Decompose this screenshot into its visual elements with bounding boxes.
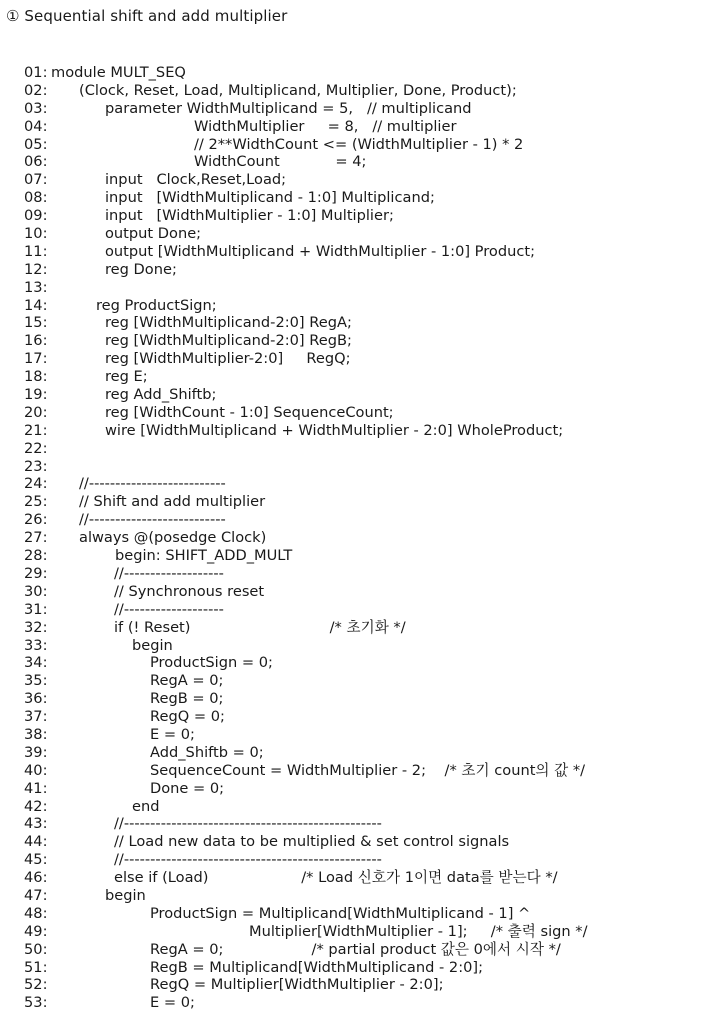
line-number: 33: xyxy=(24,636,48,654)
code-text: //-------------------------- xyxy=(79,475,226,493)
code-line xyxy=(24,153,708,171)
line-number: 26: xyxy=(24,511,48,529)
code-line xyxy=(24,869,708,887)
line-number: 11: xyxy=(24,242,48,260)
code-line xyxy=(24,82,708,100)
line-number: 31: xyxy=(24,600,48,618)
line-number: 35: xyxy=(24,672,48,690)
line-number: 23: xyxy=(24,457,48,475)
line-number: 46: xyxy=(24,869,48,887)
code-text: parameter WidthMultiplicand = 5, // multiplicand xyxy=(105,99,472,117)
line-number: 49: xyxy=(24,922,48,940)
code-text: reg [WidthMultiplier-2:0] RegQ; xyxy=(105,350,351,368)
line-number: 42: xyxy=(24,797,48,815)
code-line xyxy=(24,941,708,959)
code-line xyxy=(24,422,708,440)
code-line xyxy=(24,887,708,905)
line-number: 43: xyxy=(24,815,48,833)
line-number: 06: xyxy=(24,153,48,171)
code-text: reg [WidthMultiplicand-2:0] RegA; xyxy=(105,314,352,332)
code-line xyxy=(24,511,708,529)
code-line xyxy=(24,207,708,225)
code-listing xyxy=(24,64,708,1012)
line-number: 44: xyxy=(24,833,48,851)
code-line xyxy=(24,529,708,547)
code-text: SequenceCount = WidthMultiplier - 2; /* 초기 count의 값 */ xyxy=(150,761,586,779)
line-number: 01: xyxy=(24,64,48,81)
code-line xyxy=(24,672,708,690)
code-line xyxy=(24,708,708,726)
code-line xyxy=(24,404,708,422)
code-line xyxy=(24,475,708,493)
code-text: // Load new data to be multiplied & set control signals xyxy=(114,833,510,851)
code-text: // 2**WidthCount <= (WidthMultiplier - 1) * 2 xyxy=(194,135,524,153)
line-number: 39: xyxy=(24,743,48,761)
code-text: //------------------- xyxy=(114,564,224,582)
code-text: // Shift and add multiplier xyxy=(79,493,266,511)
code-line xyxy=(24,815,708,833)
code-line xyxy=(24,547,708,565)
line-number: 37: xyxy=(24,708,48,726)
code-text: else if (Load) /* Load 신호가 1이면 data를 받는다 */ xyxy=(114,869,558,887)
code-line xyxy=(24,118,708,136)
code-text: input [WidthMultiplier - 1:0] Multiplier; xyxy=(105,207,394,225)
line-number: 02: xyxy=(24,81,48,99)
line-number: 13: xyxy=(24,278,48,296)
code-text: begin: SHIFT_ADD_MULT xyxy=(115,547,293,565)
line-number: 51: xyxy=(24,958,48,976)
code-line xyxy=(24,171,708,189)
line-number: 36: xyxy=(24,690,48,708)
code-text: reg Add_Shiftb; xyxy=(105,386,217,404)
code-text: E = 0; xyxy=(150,725,195,743)
code-text: WidthCount = 4; xyxy=(194,153,367,171)
code-text: if (! Reset) /* 초기화 */ xyxy=(114,618,406,636)
line-number: 17: xyxy=(24,350,48,368)
code-text: reg Done; xyxy=(105,260,177,278)
line-number: 50: xyxy=(24,940,48,958)
line-number: 18: xyxy=(24,368,48,386)
line-number: 32: xyxy=(24,618,48,636)
code-line xyxy=(24,923,708,941)
code-line xyxy=(24,744,708,762)
code-text: output [WidthMultiplicand + WidthMultiplier - 1:0] Product; xyxy=(105,242,536,260)
code-line xyxy=(24,332,708,350)
code-line xyxy=(24,189,708,207)
code-text: wire [WidthMultiplicand + WidthMultiplier - 2:0] WholeProduct; xyxy=(105,421,564,439)
code-text: E = 0; xyxy=(150,994,195,1012)
code-line xyxy=(24,64,708,82)
line-number: 53: xyxy=(24,994,48,1012)
line-number: 47: xyxy=(24,886,48,904)
line-number: 21: xyxy=(24,421,48,439)
line-number: 09: xyxy=(24,207,48,225)
code-line xyxy=(24,690,708,708)
code-line xyxy=(24,833,708,851)
code-line xyxy=(24,654,708,672)
line-number: 38: xyxy=(24,725,48,743)
code-line xyxy=(24,279,708,297)
code-text: begin xyxy=(105,886,146,904)
line-number: 34: xyxy=(24,654,48,672)
code-text: //------------------------------------------------- xyxy=(114,851,382,869)
line-number: 30: xyxy=(24,582,48,600)
code-text: input Clock,Reset,Load; xyxy=(105,171,287,189)
line-number: 22: xyxy=(24,439,48,457)
line-number: 15: xyxy=(24,314,48,332)
code-line xyxy=(24,726,708,744)
code-line xyxy=(24,583,708,601)
code-line xyxy=(24,851,708,869)
code-text: reg E; xyxy=(105,368,148,386)
code-text: //-------------------------- xyxy=(79,511,226,529)
code-text: RegB = 0; xyxy=(150,690,224,708)
code-line xyxy=(24,243,708,261)
code-line xyxy=(24,368,708,386)
code-line xyxy=(24,136,708,154)
code-text: end xyxy=(132,797,160,815)
code-text: reg [WidthCount - 1:0] SequenceCount; xyxy=(105,403,394,421)
code-text: Done = 0; xyxy=(150,779,225,797)
line-number: 41: xyxy=(24,779,48,797)
code-line xyxy=(24,994,708,1012)
code-line xyxy=(24,225,708,243)
code-line xyxy=(24,905,708,923)
code-line xyxy=(24,798,708,816)
line-number: 28: xyxy=(24,547,48,565)
code-line xyxy=(24,780,708,798)
code-text: Multiplier[WidthMultiplier - 1]; /* 출력 sign */ xyxy=(249,922,588,940)
code-line xyxy=(24,637,708,655)
code-text: module MULT_SEQ xyxy=(51,64,186,81)
code-text: output Done; xyxy=(105,225,202,243)
code-text: //------------------- xyxy=(114,600,224,618)
code-line xyxy=(24,619,708,637)
code-line xyxy=(24,386,708,404)
line-number: 10: xyxy=(24,225,48,243)
code-text: always @(posedge Clock) xyxy=(79,529,267,547)
code-text: ProductSign = 0; xyxy=(150,654,273,672)
code-text: RegA = 0; /* partial product 값은 0에서 시작 */ xyxy=(150,940,561,958)
code-text: ProductSign = Multiplicand[WidthMultiplicand - 1] ^ xyxy=(150,904,531,922)
line-number: 08: xyxy=(24,189,48,207)
code-text: RegA = 0; xyxy=(150,672,224,690)
code-text: begin xyxy=(132,636,173,654)
code-line xyxy=(24,601,708,619)
line-number: 52: xyxy=(24,976,48,994)
line-number: 48: xyxy=(24,904,48,922)
code-text: Add_Shiftb = 0; xyxy=(150,743,264,761)
code-text: input [WidthMultiplicand - 1:0] Multiplicand; xyxy=(105,189,435,207)
line-number: 27: xyxy=(24,529,48,547)
document-title: ① Sequential shift and add multiplier xyxy=(6,7,288,25)
code-text: reg [WidthMultiplicand-2:0] RegB; xyxy=(105,332,352,350)
line-number: 05: xyxy=(24,135,48,153)
code-line xyxy=(24,261,708,279)
line-number: 24: xyxy=(24,475,48,493)
code-line xyxy=(24,314,708,332)
code-line xyxy=(24,493,708,511)
code-text: RegQ = 0; xyxy=(150,708,225,726)
code-text: WidthMultiplier = 8, // multiplier xyxy=(194,117,457,135)
code-text: //------------------------------------------------- xyxy=(114,815,382,833)
line-number: 12: xyxy=(24,260,48,278)
code-line xyxy=(24,100,708,118)
line-number: 45: xyxy=(24,851,48,869)
line-number: 14: xyxy=(24,296,48,314)
code-text: RegQ = Multiplier[WidthMultiplier - 2:0]; xyxy=(150,976,444,994)
code-line xyxy=(24,440,708,458)
line-number: 04: xyxy=(24,117,48,135)
code-line xyxy=(24,976,708,994)
line-number: 07: xyxy=(24,171,48,189)
code-line xyxy=(24,565,708,583)
code-line xyxy=(24,959,708,977)
code-text: (Clock, Reset, Load, Multiplicand, Multiplier, Done, Product); xyxy=(79,81,517,99)
code-text: reg ProductSign; xyxy=(96,296,217,314)
line-number: 16: xyxy=(24,332,48,350)
code-line xyxy=(24,350,708,368)
line-number: 40: xyxy=(24,761,48,779)
line-number: 25: xyxy=(24,493,48,511)
code-line xyxy=(24,762,708,780)
code-line xyxy=(24,297,708,315)
code-line xyxy=(24,458,708,476)
line-number: 03: xyxy=(24,99,48,117)
code-text: RegB = Multiplicand[WidthMultiplicand - 2:0]; xyxy=(150,958,484,976)
line-number: 29: xyxy=(24,564,48,582)
line-number: 19: xyxy=(24,386,48,404)
line-number: 20: xyxy=(24,403,48,421)
code-text: // Synchronous reset xyxy=(114,582,265,600)
